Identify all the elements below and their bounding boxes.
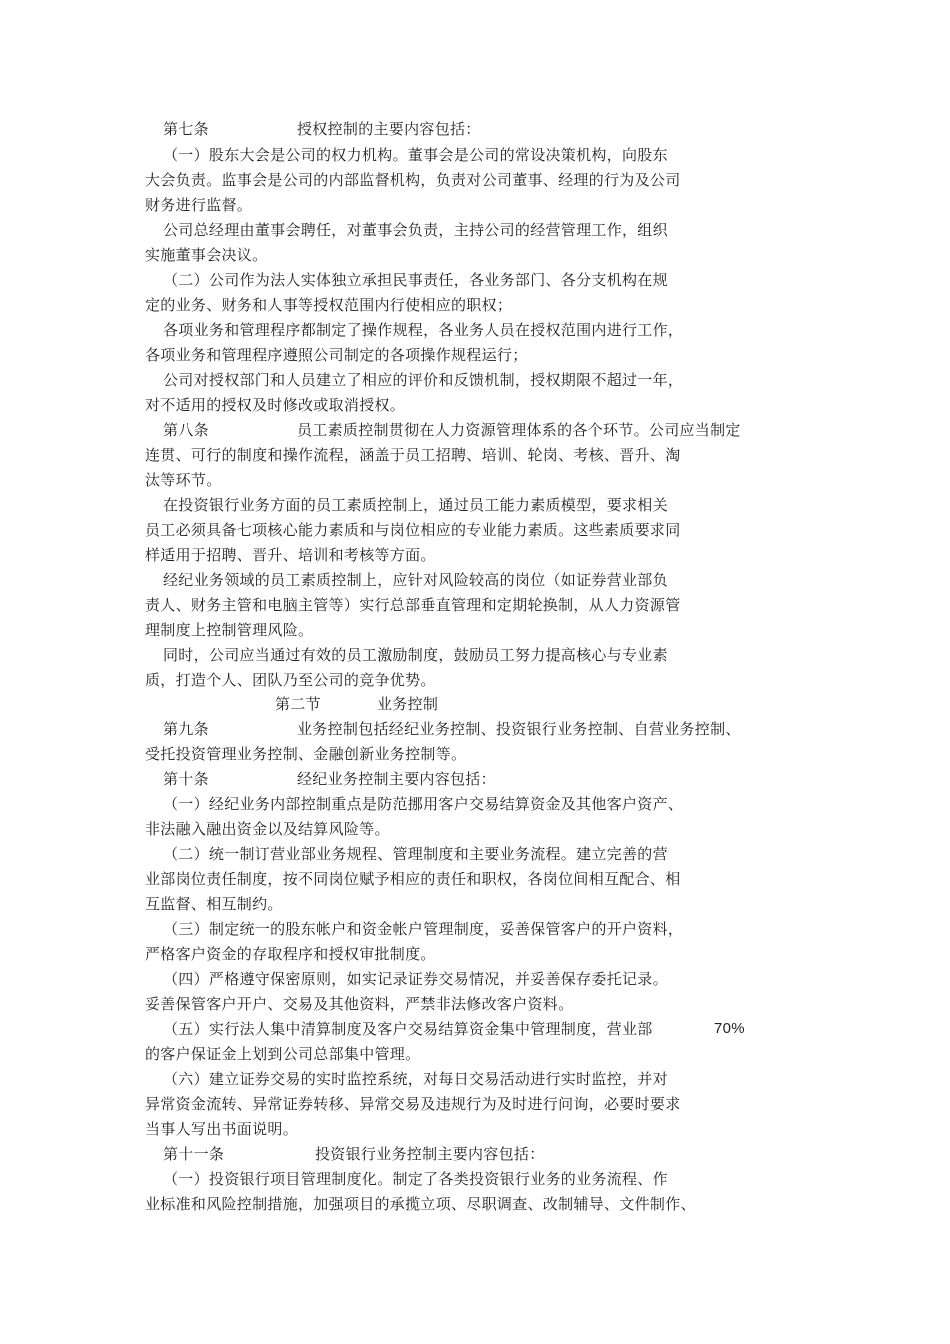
text-line: 员工必须具备七项核心能力素质和与岗位相应的专业能力素质。这些素质要求同: [145, 521, 681, 539]
text-line: 对不适用的授权及时修改或取消授权。: [145, 396, 406, 414]
text-line: 业部岗位责任制度，按不同岗位赋予相应的责任和职权，各岗位间相互配合、相: [145, 870, 681, 888]
text-line: 互监督、相互制约。: [145, 895, 283, 913]
text-line: （一）经纪业务内部控制重点是防范挪用客户交易结算资金及其他客户资产、: [163, 795, 684, 813]
text-line: 严格客户资金的存取程序和授权审批制度。: [145, 945, 436, 963]
text-line: 财务进行监督。: [145, 196, 253, 214]
text-line: 理制度上控制管理风险。: [145, 621, 314, 639]
text-line: 责人、财务主管和电脑主管等）实行总部垂直管理和定期轮换制，从人力资源管: [145, 596, 681, 614]
text-line: （六）建立证券交易的实时监控系统，对每日交易活动进行实时监控，并对: [163, 1070, 668, 1088]
text-line-segment: 经纪业务控制主要内容包括：: [297, 770, 496, 788]
text-line: （一）股东大会是公司的权力机构。董事会是公司的常设决策机构，向股东: [163, 146, 668, 164]
text-line: 样适用于招聘、晋升、培训和考核等方面。: [145, 546, 436, 564]
text-line-segment: 投资银行业务控制主要内容包括：: [315, 1145, 545, 1163]
text-line: 第九条: [163, 720, 209, 738]
text-line: 非法融入融出资金以及结算风险等。: [145, 820, 390, 838]
text-line: （二）统一制订营业部业务规程、管理制度和主要业务流程。建立完善的营: [163, 845, 668, 863]
text-line: 汰等环节。: [145, 471, 222, 489]
text-line: （一）投资银行项目管理制度化。制定了各类投资银行业务的业务流程、作: [163, 1170, 668, 1188]
text-line: （三）制定统一的股东帐户和资金帐户管理制度，妥善保管客户的开户资料，: [163, 920, 684, 938]
text-line: （二）公司作为法人实体独立承担民事责任，各业务部门、各分支机构在规: [163, 271, 668, 289]
text-line: 当事人写出书面说明。: [145, 1120, 299, 1138]
text-line-segment: 员工素质控制贯彻在人力资源管理体系的各个环节。公司应当制定: [297, 421, 741, 439]
text-line: 受托投资管理业务控制、金融创新业务控制等。: [145, 745, 467, 763]
text-line: 各项业务和管理程序都制定了操作规程，各业务人员在授权范围内进行工作，: [163, 321, 684, 339]
text-line: 在投资银行业务方面的员工素质控制上，通过员工能力素质模型，要求相关: [163, 496, 668, 514]
text-line: 质，打造个人、团队乃至公司的竞争优势。: [145, 671, 436, 689]
text-line: 业标准和风险控制措施，加强项目的承揽立项、尽职调查、改制辅导、文件制作、: [145, 1195, 696, 1213]
text-line: 第七条: [163, 120, 209, 138]
text-line: 公司对授权部门和人员建立了相应的评价和反馈机制，授权期限不超过一年，: [163, 371, 684, 389]
text-line-segment: 业务控制: [377, 695, 439, 713]
text-line: 第十一条: [163, 1145, 225, 1163]
text-line: （四）严格遵守保密原则，如实记录证券交易情况，并妥善保存委托记录。: [163, 970, 668, 988]
text-line: 连贯、可行的制度和操作流程，涵盖于员工招聘、培训、轮岗、考核、晋升、淘: [145, 446, 681, 464]
text-line: 的客户保证金上划到公司总部集中管理。: [145, 1045, 421, 1063]
text-line: 第二节: [275, 695, 321, 713]
text-line: 定的业务、财务和人事等授权范围内行使相应的职权；: [145, 296, 513, 314]
text-line-segment: 70%: [714, 1020, 745, 1037]
text-line: 各项业务和管理程序遵照公司制定的各项操作规程运行；: [145, 346, 528, 364]
text-line: 经纪业务领域的员工素质控制上，应针对风险较高的岗位（如证券营业部负: [163, 571, 668, 589]
text-line-segment: 授权控制的主要内容包括：: [297, 120, 481, 138]
text-line: 同时，公司应当通过有效的员工激励制度，鼓励员工努力提高核心与专业素: [163, 646, 668, 664]
text-line-segment: 业务控制包括经纪业务控制、投资银行业务控制、自营业务控制、: [297, 720, 741, 738]
text-line: （五）实行法人集中清算制度及客户交易结算资金集中管理制度，营业部: [163, 1020, 653, 1038]
text-line: 实施董事会决议。: [145, 246, 268, 264]
text-line: 异常资金流转、异常证券转移、异常交易及违规行为及时进行问询，必要时要求: [145, 1095, 681, 1113]
text-line: 大会负责。监事会是公司的内部监督机构，负责对公司董事、经理的行为及公司: [145, 171, 681, 189]
text-line: 公司总经理由董事会聘任，对董事会负责，主持公司的经营管理工作，组织: [163, 221, 668, 239]
text-line: 第十条: [163, 770, 209, 788]
text-line: 妥善保管客户开户、交易及其他资料，严禁非法修改客户资料。: [145, 995, 574, 1013]
text-line: 第八条: [163, 421, 209, 439]
